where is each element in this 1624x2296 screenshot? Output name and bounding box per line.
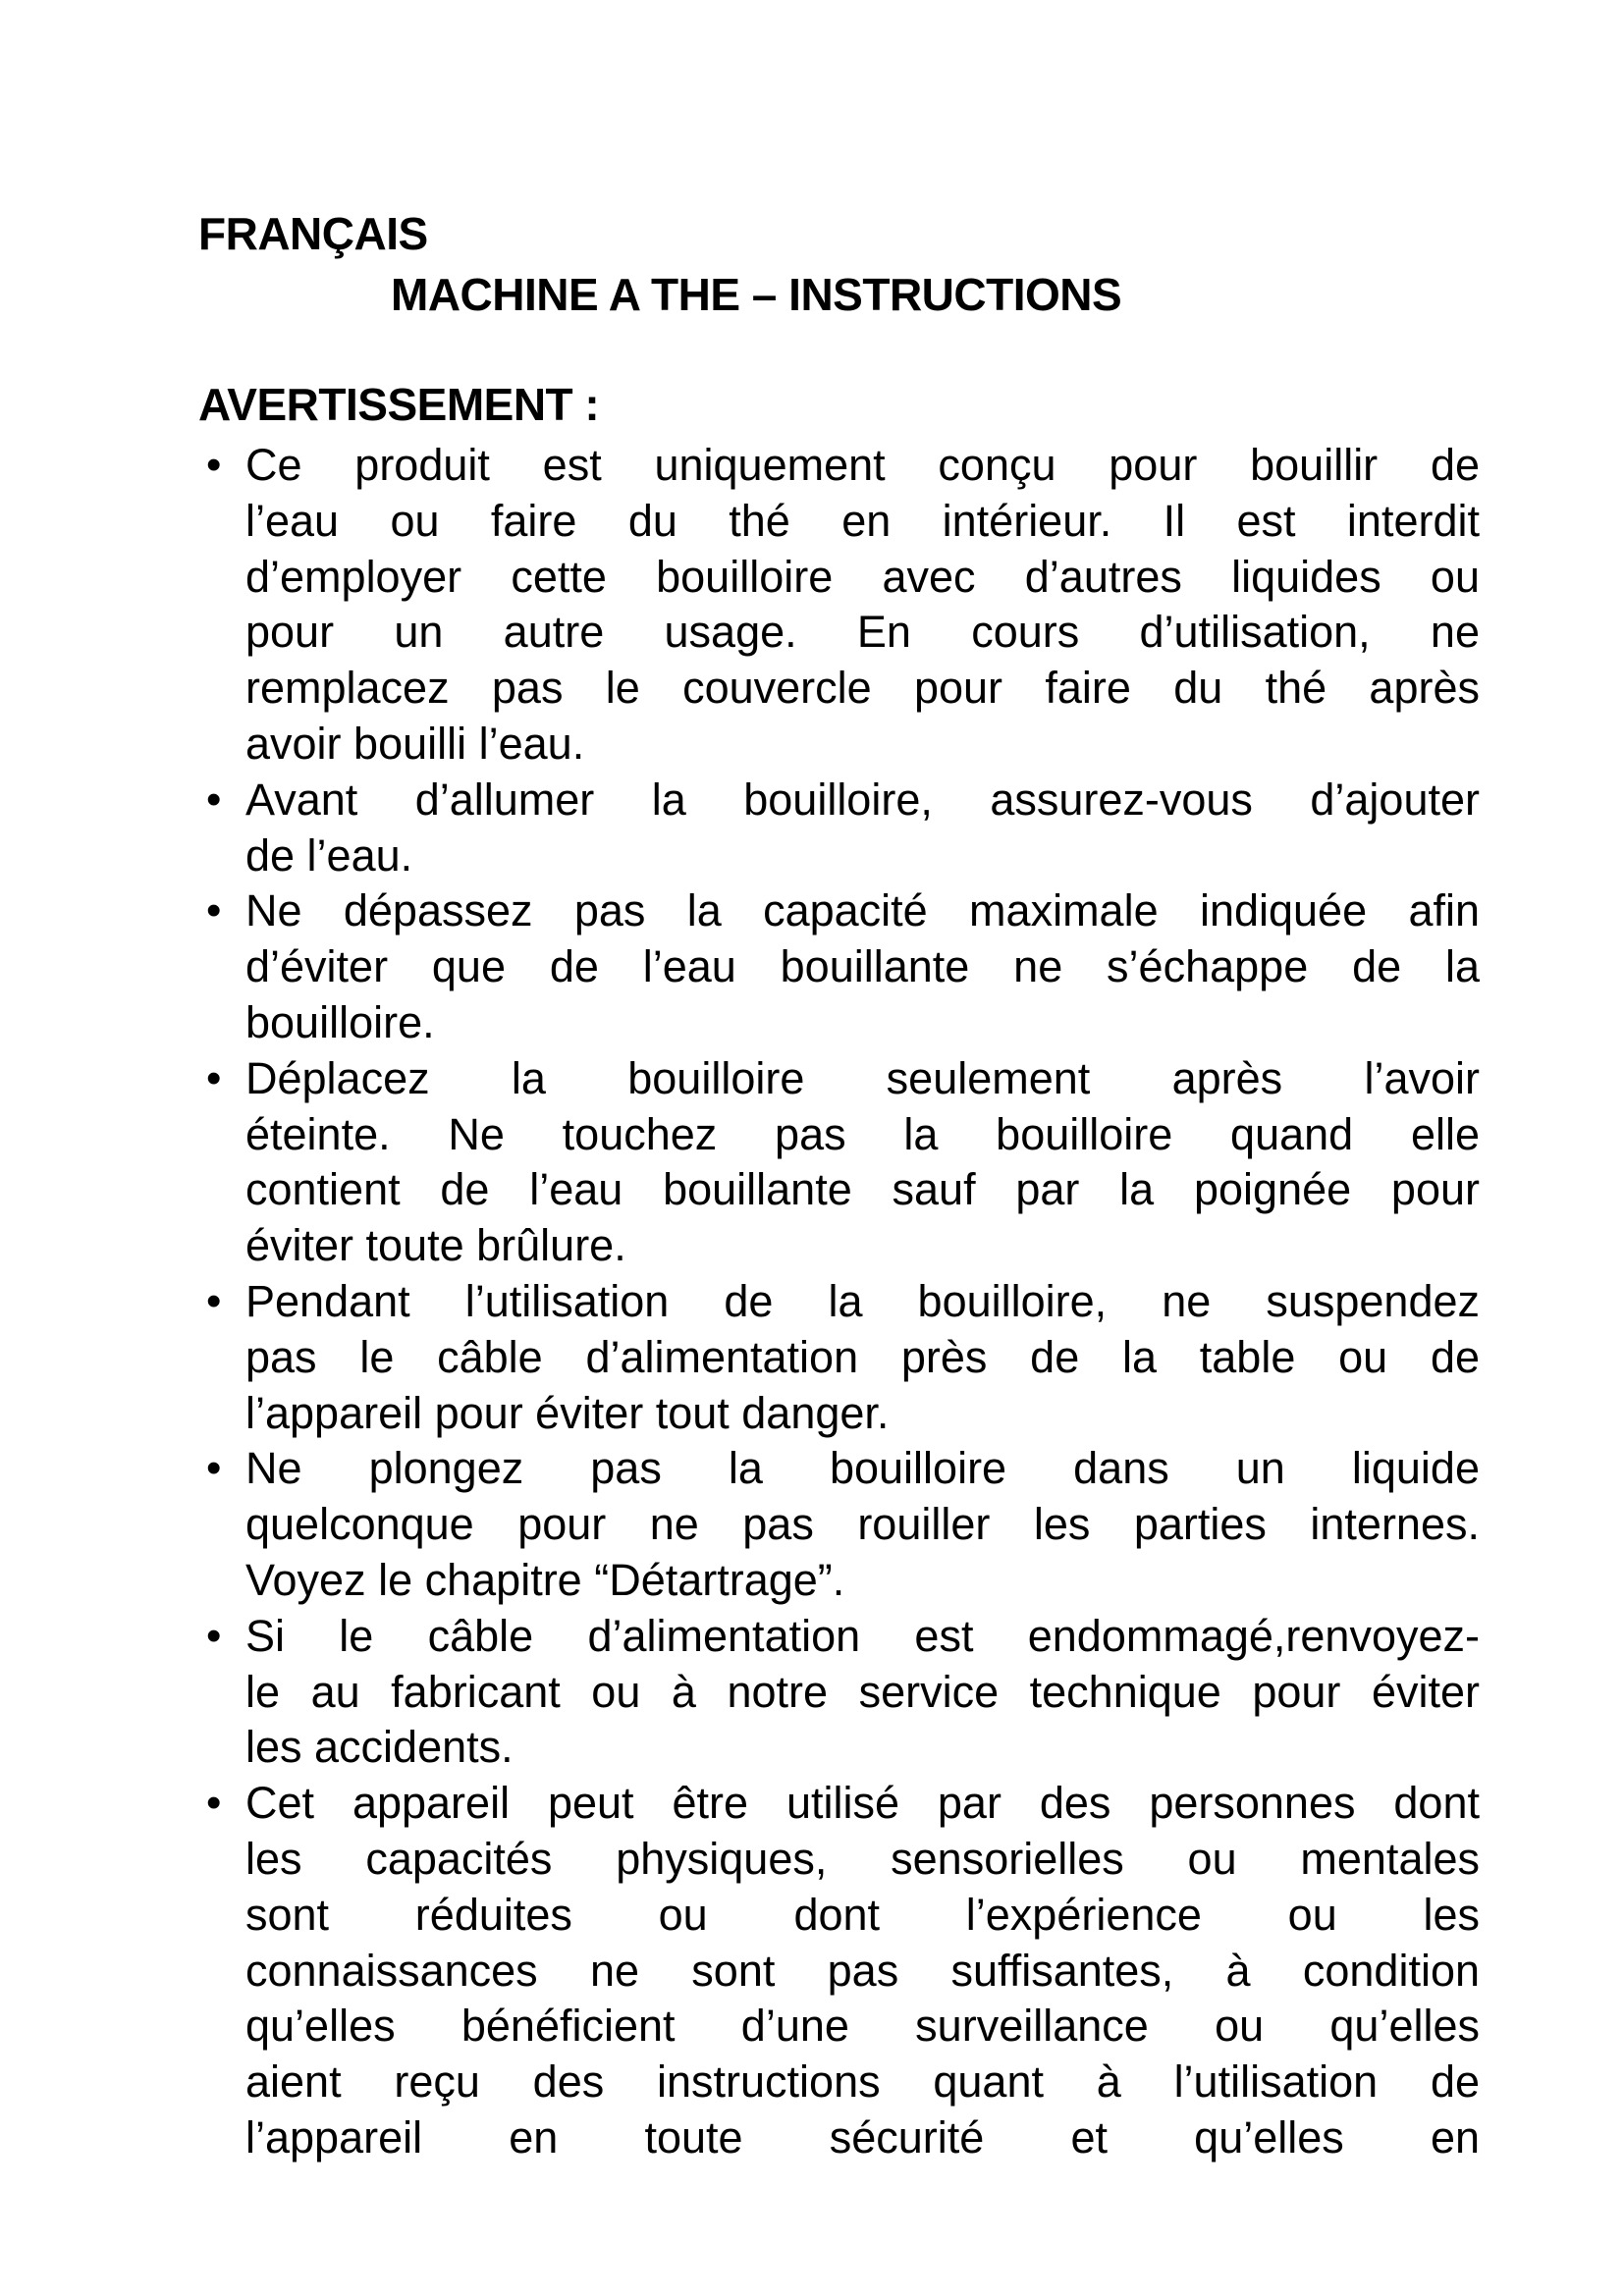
document-title: MACHINE A THE – INSTRUCTIONS — [391, 269, 1122, 320]
warning-text-line: Cet appareil peut être utilisé par des personnes dont — [245, 1778, 1480, 1829]
warning-item — [198, 1274, 1480, 1441]
warning-text-line: Ne plongez pas la bouilloire dans un liquide — [245, 1443, 1480, 1494]
warning-text-line: d’employer cette bouilloire avec d’autres liquides ou — [245, 551, 1480, 602]
language-label: FRANÇAIS — [198, 208, 428, 259]
warning-text-line: qu’elles bénéficient d’une surveillance ou qu’elles — [245, 2001, 1480, 2052]
warning-item — [198, 1776, 1480, 2166]
warning-text-line: remplacez pas le couvercle pour faire du thé après — [245, 663, 1480, 714]
warning-list — [198, 438, 1480, 2166]
warning-text-line: pas le câble d’alimentation près de la table ou de — [245, 1331, 1480, 1382]
bullet-icon: • — [206, 1276, 222, 1325]
warning-text-line: Pendant l’utilisation de la bouilloire, ne suspendez — [245, 1275, 1480, 1326]
warning-text-line: sont réduites ou dont l’expérience ou les — [245, 1889, 1480, 1940]
warning-text-line: éteinte. Ne touchez pas la bouilloire quand elle — [245, 1108, 1480, 1159]
warning-text-line: quelconque pour ne pas rouiller les parties internes. — [245, 1499, 1480, 1550]
warning-heading: AVERTISSEMENT : — [198, 379, 600, 430]
warning-item — [198, 1441, 1480, 1608]
warning-text-line: Ne dépassez pas la capacité maximale indiquée afin — [245, 885, 1480, 936]
bullet-icon: • — [206, 774, 222, 824]
warning-text-line: Si le câble d’alimentation est endommagé,renvoyez- — [245, 1610, 1480, 1661]
warning-text-line: l’appareil en toute sécurité et qu’elles en — [245, 2111, 1480, 2163]
warning-text-line: le au fabricant ou à notre service technique pour éviter — [245, 1666, 1480, 1717]
warning-text-line: de l’eau. — [245, 829, 413, 881]
warning-text-line: Déplacez la bouilloire seulement après l’avoir — [245, 1052, 1480, 1103]
warning-text-line: l’appareil pour éviter tout danger. — [245, 1387, 890, 1438]
bullet-icon: • — [206, 1611, 222, 1660]
warning-text-line: pour un autre usage. En cours d’utilisation, ne — [245, 607, 1480, 658]
bullet-icon: • — [206, 441, 222, 489]
bullet-icon: • — [206, 1779, 222, 1828]
warning-item — [198, 883, 1480, 1050]
warning-text-line: éviter toute brûlure. — [245, 1220, 626, 1271]
warning-text-line: Voyez le chapitre “Détartrage”. — [245, 1554, 845, 1605]
warning-text-line: contient de l’eau bouillante sauf par la poignée pour — [245, 1164, 1480, 1215]
warning-item — [198, 438, 1480, 773]
warning-item — [198, 773, 1480, 884]
warning-text-line: Ce produit est uniquement conçu pour bouillir de — [245, 440, 1480, 490]
warning-text-line: bouilloire. — [245, 996, 435, 1047]
warning-item — [198, 1051, 1480, 1274]
bullet-icon: • — [206, 1053, 222, 1102]
bullet-icon: • — [206, 1444, 222, 1493]
warning-text-line: les accidents. — [245, 1722, 514, 1773]
warning-text-line: Avant d’allumer la bouilloire, assurez-vous d’ajouter — [245, 774, 1480, 825]
warning-item — [198, 1609, 1480, 1776]
warning-text-line: connaissances ne sont pas suffisantes, à condition — [245, 1945, 1480, 1996]
warning-text-line: l’eau ou faire du thé en intérieur. Il est interdit — [245, 495, 1480, 546]
warning-text-line: les capacités physiques, sensorielles ou mentales — [245, 1833, 1480, 1884]
warning-text-line: avoir bouilli l’eau. — [245, 718, 585, 769]
warning-text-line: aient reçu des instructions quant à l’utilisation de — [245, 2056, 1480, 2108]
bullet-icon: • — [206, 886, 222, 935]
warning-text-line: d’éviter que de l’eau bouillante ne s’échappe de la — [245, 941, 1480, 992]
